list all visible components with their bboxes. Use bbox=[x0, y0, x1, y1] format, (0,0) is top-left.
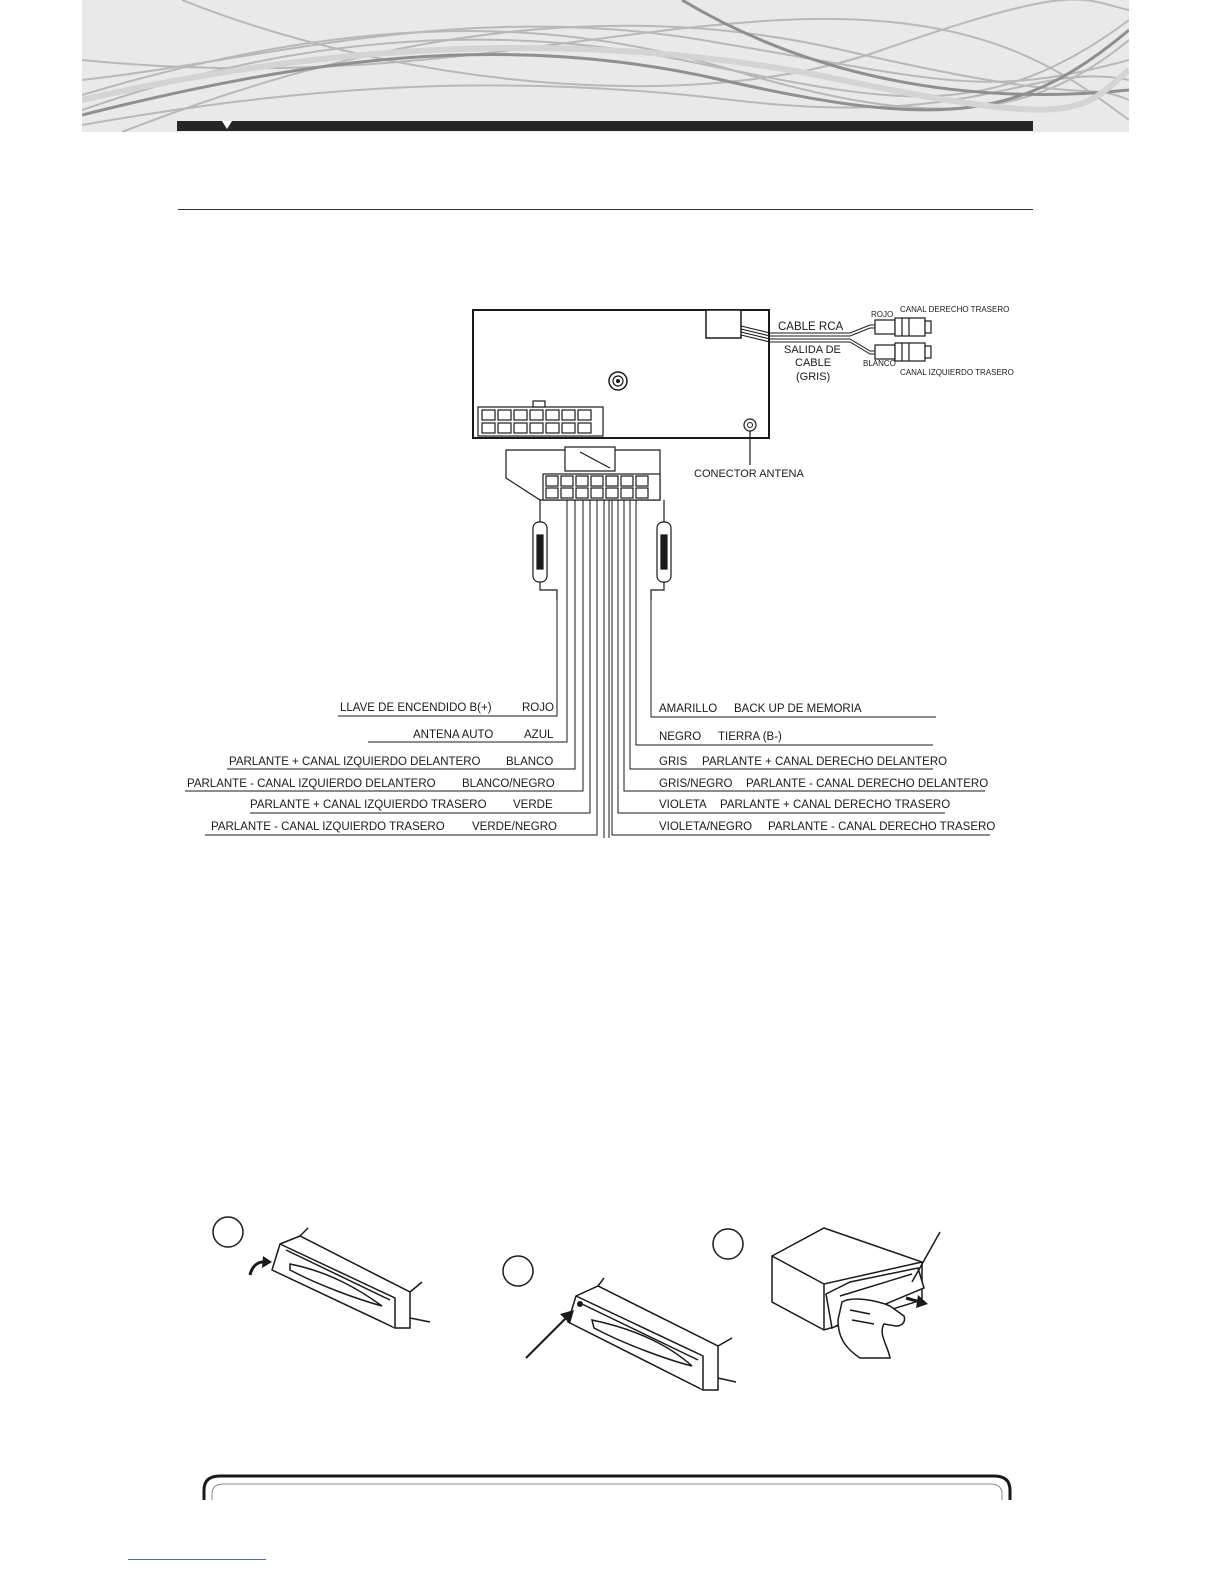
right-wire-5-function: PARLANTE + CANAL DERECHO TRASERO bbox=[720, 799, 951, 811]
left-wire-2-color: AZUL bbox=[524, 729, 554, 741]
antenna-connector-label: CONECTOR ANTENA bbox=[694, 468, 804, 480]
right-wire-3-color: GRIS bbox=[659, 756, 688, 768]
right-wire-6-color: VIOLETA/NEGRO bbox=[659, 821, 753, 833]
fuse-left bbox=[533, 500, 557, 600]
right-wire-1-color: AMARILLO bbox=[659, 703, 718, 715]
rca-plug-right bbox=[875, 318, 931, 336]
faceplate-remove-icon bbox=[713, 1228, 940, 1358]
antenna-socket-center bbox=[609, 372, 627, 390]
left-wire-5-function: PARLANTE + CANAL IZQUIERDO TRASERO bbox=[250, 799, 487, 811]
bottom-frame bbox=[0, 1470, 1224, 1510]
right-wire-5-color: VIOLETA bbox=[659, 799, 707, 811]
rca-right-rear-label: CANAL DERECHO TRASERO bbox=[900, 305, 1010, 314]
rca-rojo-label: ROJO bbox=[871, 310, 894, 319]
right-wire-1-function: BACK UP DE MEMORIA bbox=[734, 703, 862, 715]
salida-label-3: (GRIS) bbox=[796, 371, 831, 383]
left-wire-1-function: LLAVE DE ENCENDIDO B(+) bbox=[340, 702, 492, 714]
right-wire-2-color: NEGRO bbox=[659, 731, 702, 743]
faceplate-release-icon bbox=[213, 1217, 430, 1328]
antenna-connector-socket bbox=[744, 419, 756, 431]
right-wire-4-function: PARLANTE - CANAL DERECHO DELANTERO bbox=[746, 778, 989, 790]
rca-left-rear-label: CANAL IZQUIERDO TRASERO bbox=[900, 368, 1014, 377]
step-2-circle bbox=[503, 1256, 533, 1286]
left-wire-3-function: PARLANTE + CANAL IZQUIERDO DELANTERO bbox=[229, 756, 481, 768]
salida-label-2: CABLE bbox=[795, 357, 832, 369]
right-wire-4-color: GRIS/NEGRO bbox=[659, 778, 733, 790]
left-wire-6-color: VERDE/NEGRO bbox=[472, 821, 557, 833]
step-3-circle bbox=[713, 1229, 743, 1259]
footer-link-line bbox=[128, 1559, 266, 1560]
step-1-circle bbox=[213, 1217, 243, 1247]
faceplate-steps bbox=[0, 1200, 1224, 1410]
fuse-right bbox=[651, 500, 671, 600]
left-wire-2-function: ANTENA AUTO bbox=[413, 729, 494, 741]
rca-blanco-label: BLANCO bbox=[863, 359, 896, 368]
left-wire-6-function: PARLANTE - CANAL IZQUIERDO TRASERO bbox=[211, 821, 445, 833]
faceplate-press-icon bbox=[503, 1256, 736, 1390]
left-wire-1-color: ROJO bbox=[522, 702, 554, 714]
left-wire-5-color: VERDE bbox=[513, 799, 553, 811]
rca-port-box bbox=[706, 310, 741, 338]
cable-rca-label: CABLE RCA bbox=[778, 321, 844, 333]
left-wire-3-color: BLANCO bbox=[506, 756, 554, 768]
salida-label-1: SALIDA DE bbox=[784, 344, 841, 356]
left-wire-4-color: BLANCO/NEGRO bbox=[462, 778, 555, 790]
right-wire-6-function: PARLANTE - CANAL DERECHO TRASERO bbox=[768, 821, 996, 833]
left-wire-4-function: PARLANTE - CANAL IZQUIERDO DELANTERO bbox=[187, 778, 436, 790]
right-wire-2-function: TIERRA (B-) bbox=[718, 731, 782, 743]
iso-plug bbox=[506, 447, 660, 500]
right-wire-3-function: PARLANTE + CANAL DERECHO DELANTERO bbox=[702, 756, 948, 768]
